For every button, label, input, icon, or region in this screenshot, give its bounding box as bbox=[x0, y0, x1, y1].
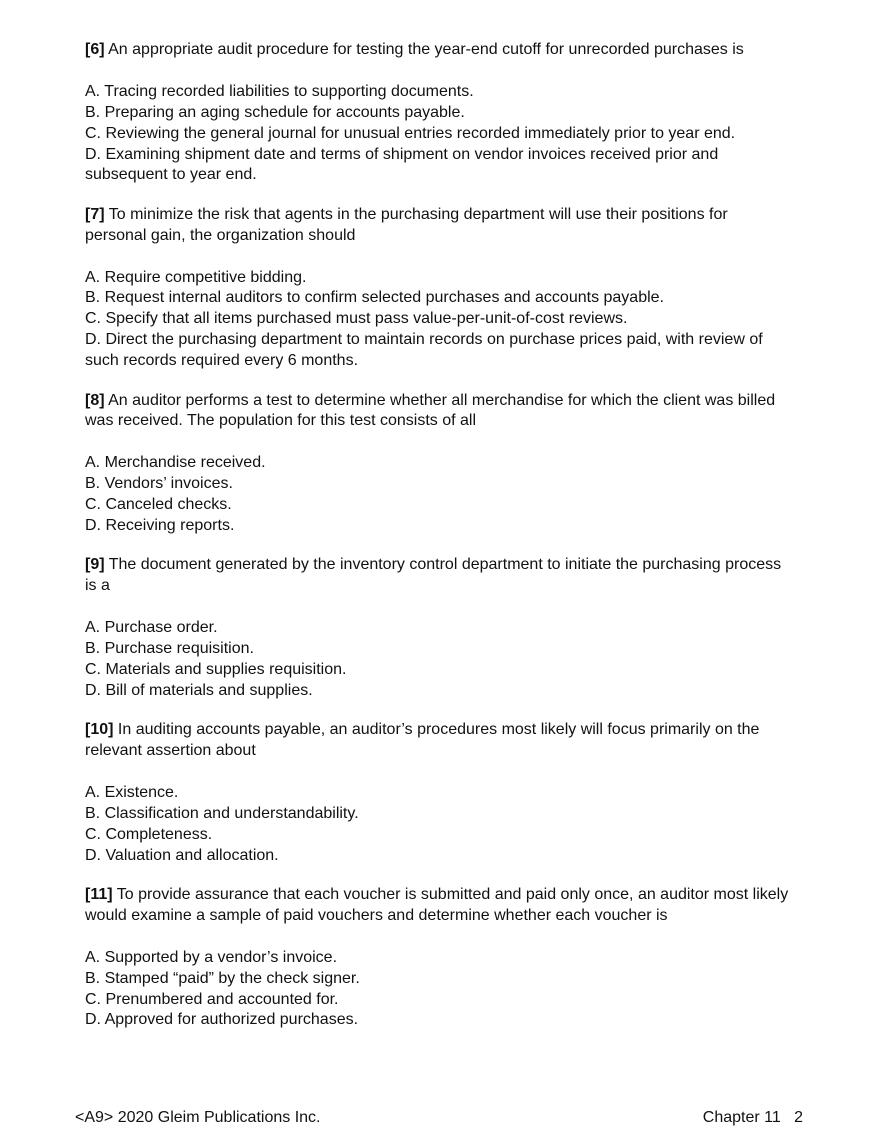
question-11 bbox=[85, 885, 791, 1031]
answer-option: B. Purchase requisition. bbox=[85, 640, 254, 657]
answer-option: B. Stamped “paid” by the check signer. bbox=[85, 969, 360, 987]
question-number: [6] bbox=[85, 41, 105, 58]
question-number: [8] bbox=[85, 391, 105, 409]
question-stem bbox=[85, 720, 791, 762]
answer-option: D. Valuation and allocation. bbox=[85, 846, 279, 864]
question-text: An appropriate audit procedure for testing the year-end cutoff for unrecorded purchases is bbox=[108, 41, 744, 58]
answer-option: C. Specify that all items purchased must pass value-per-unit-of-cost reviews. bbox=[85, 310, 628, 328]
answer-option: D. Direct the purchasing department to maintain records on purchase prices paid, with review of such records required every 6 months. bbox=[85, 331, 763, 370]
answer-option: A. Existence. bbox=[85, 783, 179, 801]
answer-option: C. Materials and supplies requisition. bbox=[85, 660, 347, 678]
question-number: [7] bbox=[85, 205, 105, 223]
answer-option: B. Request internal auditors to confirm selected purchases and accounts payable. bbox=[85, 289, 664, 307]
footer-page-number: Chapter 11 2 bbox=[702, 1109, 803, 1126]
footer-copyright: <A9> 2020 Gleim Publications Inc. bbox=[75, 1109, 321, 1126]
question-list bbox=[85, 40, 791, 1050]
question-stem bbox=[85, 555, 791, 597]
question-9 bbox=[85, 555, 791, 701]
answer-option: C. Reviewing the general journal for unusual entries recorded immediately prior to year end. bbox=[85, 124, 736, 142]
question-text: The document generated by the inventory control department to initiate the purchasing process is a bbox=[85, 556, 782, 595]
question-text: To minimize the risk that agents in the purchasing department will use their positions for personal gain, the organization should bbox=[85, 205, 728, 244]
question-number: [10] bbox=[85, 721, 114, 739]
answer-option: C. Prenumbered and accounted for. bbox=[85, 990, 339, 1008]
question-stem bbox=[85, 885, 791, 927]
answer-option: B. Classification and understandability. bbox=[85, 804, 359, 822]
answer-option: B. Vendors’ invoices. bbox=[85, 475, 233, 493]
answer-option: D. Examining shipment date and terms of shipment on vendor invoices received prior and subsequent to year end. bbox=[85, 145, 719, 184]
question-7 bbox=[85, 205, 791, 372]
question-stem bbox=[85, 40, 791, 61]
question-text: An auditor performs a test to determine whether all merchandise for which the client was billed was received. The population for this test consists of all bbox=[85, 391, 776, 430]
question-number: [11] bbox=[85, 886, 113, 904]
answer-option: D. Receiving reports. bbox=[85, 516, 235, 534]
answer-option: A. Supported by a vendor’s invoice. bbox=[85, 948, 338, 966]
question-10 bbox=[85, 720, 791, 866]
question-8 bbox=[85, 391, 791, 537]
answer-option: C. Completeness. bbox=[85, 825, 213, 843]
answer-option: A. Purchase order. bbox=[85, 619, 218, 637]
question-text: To provide assurance that each voucher is submitted and paid only once, an auditor most likely would examine a sample of paid vouchers and determine whether each voucher is bbox=[85, 886, 789, 924]
question-text: In auditing accounts payable, an auditor’s procedures most likely will focus primarily on the relevant assertion about bbox=[85, 721, 760, 760]
question-6 bbox=[85, 40, 791, 186]
answer-option: A. Merchandise received. bbox=[85, 454, 266, 472]
answer-option: D. Bill of materials and supplies. bbox=[85, 681, 313, 699]
question-number: [9] bbox=[85, 556, 105, 574]
answer-option: A. Require competitive bidding. bbox=[85, 268, 307, 286]
question-stem bbox=[85, 391, 791, 433]
question-stem bbox=[85, 205, 791, 247]
answer-option: B. Preparing an aging schedule for accounts payable. bbox=[85, 103, 465, 121]
answer-option: A. Tracing recorded liabilities to supporting documents. bbox=[85, 82, 474, 100]
answer-option: D. Approved for authorized purchases. bbox=[85, 1011, 359, 1029]
answer-option: C. Canceled checks. bbox=[85, 496, 232, 514]
